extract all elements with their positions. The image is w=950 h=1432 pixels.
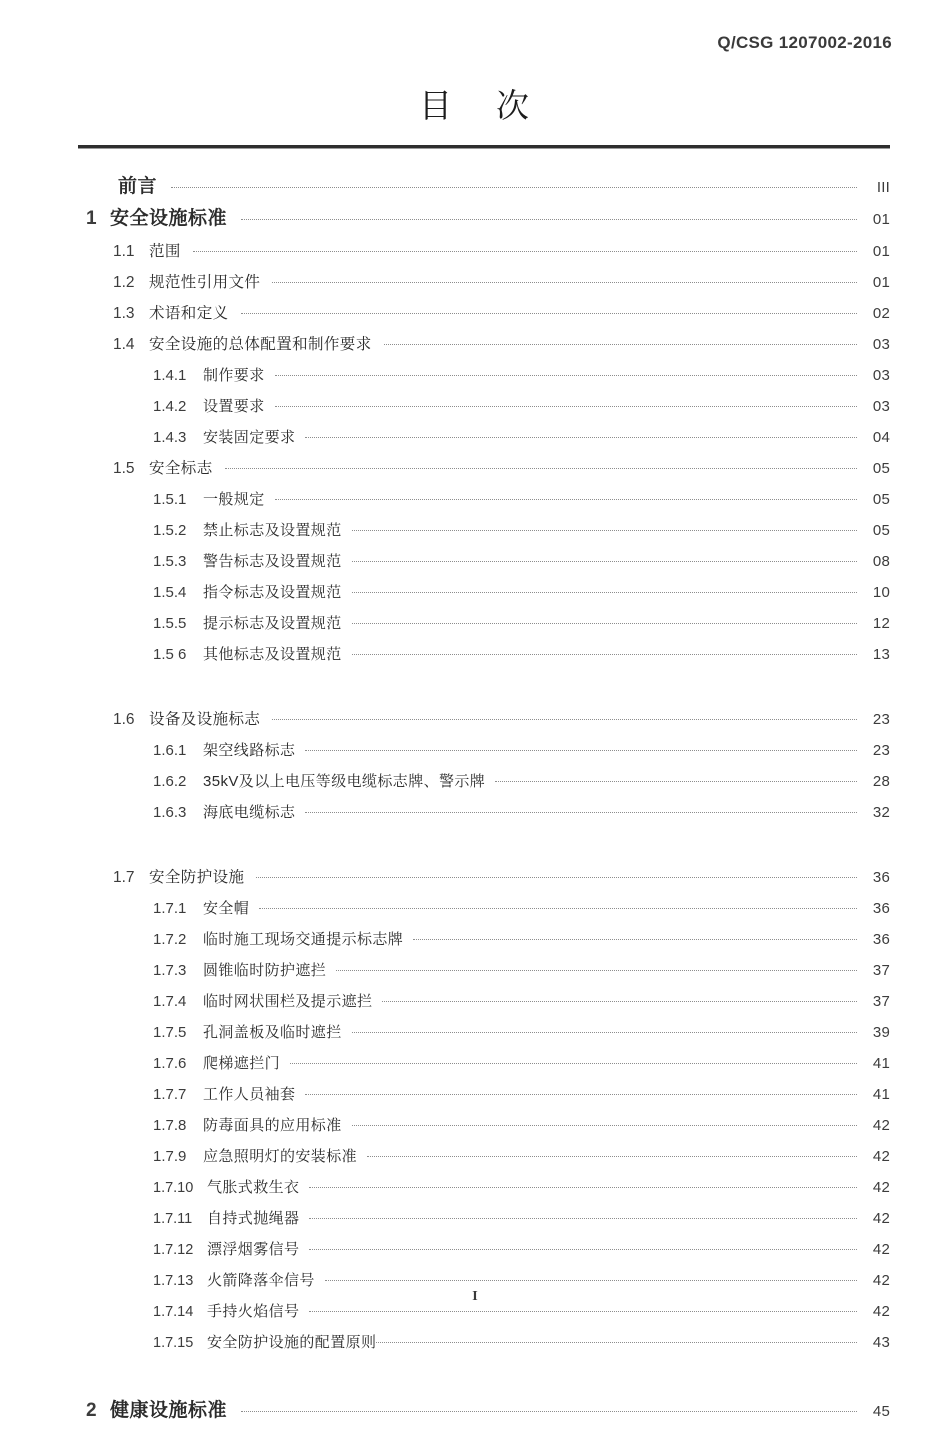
toc-entry-label: 自持式抛绳器 xyxy=(207,1210,300,1227)
toc-entry[interactable] xyxy=(78,208,890,240)
toc-entry-number: 1.1 xyxy=(113,243,135,260)
toc-dot-leader xyxy=(376,1331,857,1347)
toc-entry-number: 1.5.4 xyxy=(153,584,187,601)
toc-section-spacer xyxy=(78,1362,890,1400)
toc-entry-label: 设备及设施标志 xyxy=(149,711,261,728)
toc-dot-leader xyxy=(352,1114,857,1130)
toc-entry-label: 前言 xyxy=(118,176,158,197)
toc-entry[interactable] xyxy=(78,364,890,395)
toc-entry[interactable] xyxy=(78,1176,890,1207)
toc-entry[interactable] xyxy=(78,1114,890,1145)
toc-entry[interactable] xyxy=(78,1052,890,1083)
toc-entry-number: 1.7.12 xyxy=(153,1242,194,1258)
toc-entry-label: 气胀式救生衣 xyxy=(207,1179,300,1196)
toc-entry-label: 安全防护设施的配置原则 xyxy=(207,1334,377,1351)
toc-entry[interactable] xyxy=(78,395,890,426)
toc-dot-leader xyxy=(325,1269,857,1285)
toc-entry-number: 1.7.3 xyxy=(153,962,187,979)
toc-entry-page-number: 42 xyxy=(872,1117,890,1134)
toc-entry-label: 圆锥临时防护遮拦 xyxy=(203,962,327,979)
toc-entry-label: 一般规定 xyxy=(203,491,265,508)
toc-entry-label: 爬梯遮拦门 xyxy=(203,1055,281,1072)
toc-entry-page-number: 41 xyxy=(872,1086,890,1103)
toc-entry-number: 1.5.2 xyxy=(153,522,187,539)
toc-entry[interactable] xyxy=(78,897,890,928)
toc-entry-page-number: 42 xyxy=(872,1179,890,1196)
toc-entry-label: 应急照明灯的安装标准 xyxy=(203,1148,358,1165)
toc-entry-label: 临时施工现场交通提示标志牌 xyxy=(203,931,404,948)
toc-entry-label: 临时网状围栏及提示遮拦 xyxy=(203,993,373,1010)
toc-entry-page-number: 41 xyxy=(872,1055,890,1072)
toc-entry-label: 设置要求 xyxy=(203,398,265,415)
toc-entry-page-number: 42 xyxy=(872,1210,890,1227)
toc-section-spacer xyxy=(78,674,890,708)
toc-dot-leader xyxy=(305,801,857,817)
toc-dot-leader xyxy=(272,271,857,287)
toc-dot-leader xyxy=(336,959,857,975)
toc-entry-label: 制作要求 xyxy=(203,367,265,384)
toc-entry[interactable] xyxy=(78,708,890,739)
toc-entry-label: 警告标志及设置规范 xyxy=(203,553,342,570)
toc-entry-label: 健康设施标准 xyxy=(110,1400,228,1421)
toc-entry[interactable] xyxy=(78,457,890,488)
toc-dot-leader xyxy=(305,426,857,442)
toc-entry-label: 海底电缆标志 xyxy=(203,804,296,821)
toc-dot-leader xyxy=(241,1400,857,1416)
toc-entry-label: 35kV及以上电压等级电缆标志牌、警示牌 xyxy=(203,773,486,790)
toc-dot-leader xyxy=(241,302,857,318)
toc-dot-leader xyxy=(275,488,857,504)
toc-entry-number: 1.7.6 xyxy=(153,1055,187,1072)
toc-entry[interactable] xyxy=(78,581,890,612)
toc-dot-leader xyxy=(352,581,857,597)
toc-entry-page-number: 42 xyxy=(872,1241,890,1258)
toc-entry-number: 1.5 6 xyxy=(153,646,187,663)
toc-dot-leader xyxy=(241,208,857,224)
toc-entry[interactable] xyxy=(78,990,890,1021)
toc-entry-page-number: 08 xyxy=(872,553,890,570)
toc-entry-page-number: 03 xyxy=(872,336,890,353)
toc-entry-page-number: 12 xyxy=(872,615,890,632)
toc-entry-page-number: 36 xyxy=(872,900,890,917)
toc-entry-number: 1.6.3 xyxy=(153,804,187,821)
toc-dot-leader xyxy=(413,928,857,944)
toc-entry-page-number: III xyxy=(876,179,890,196)
toc-entry-number: 1.5.1 xyxy=(153,491,187,508)
toc-section-spacer xyxy=(78,832,890,866)
toc-entry-page-number: 36 xyxy=(872,931,890,948)
toc-entry-page-number: 42 xyxy=(872,1303,890,1320)
toc-entry-number: 1.2 xyxy=(113,274,135,291)
toc-dot-leader xyxy=(382,990,857,1006)
toc-entry-number: 1.7.9 xyxy=(153,1148,187,1165)
toc-entry-label: 安全标志 xyxy=(149,460,213,477)
toc-entry[interactable] xyxy=(78,1083,890,1114)
toc-entry-number: 1.7.2 xyxy=(153,931,187,948)
toc-dot-leader xyxy=(352,612,857,628)
toc-entry[interactable] xyxy=(78,333,890,364)
toc-entry-page-number: 43 xyxy=(872,1334,890,1351)
toc-entry-label: 禁止标志及设置规范 xyxy=(203,522,342,539)
toc-entry-page-number: 05 xyxy=(872,491,890,508)
toc-dot-leader xyxy=(305,1083,857,1099)
toc-dot-leader xyxy=(309,1207,857,1223)
toc-entry[interactable] xyxy=(78,271,890,302)
toc-dot-leader xyxy=(352,1021,857,1037)
toc-entry-page-number: 05 xyxy=(872,460,890,477)
toc-entry[interactable] xyxy=(78,519,890,550)
toc-dot-leader xyxy=(309,1238,857,1254)
toc-dot-leader xyxy=(256,866,857,882)
toc-entry-number: 1.7.4 xyxy=(153,993,187,1010)
toc-entry-number: 1.5.3 xyxy=(153,553,187,570)
toc-entry[interactable] xyxy=(78,302,890,333)
title-char-ci: 次 xyxy=(496,89,531,125)
toc-entry-page-number: 45 xyxy=(872,1403,890,1420)
toc-entry[interactable] xyxy=(78,550,890,581)
title-char-mu: 目 xyxy=(419,89,454,125)
toc-entry[interactable] xyxy=(78,612,890,643)
toc-entry-page-number: 10 xyxy=(872,584,890,601)
toc-entry-label: 规范性引用文件 xyxy=(149,274,261,291)
toc-entry[interactable] xyxy=(78,739,890,770)
toc-entry-label: 术语和定义 xyxy=(149,305,229,322)
toc-entry-page-number: 42 xyxy=(872,1272,890,1289)
title-divider xyxy=(78,145,890,149)
toc-dot-leader xyxy=(367,1145,857,1161)
toc-entry-number: 1.4.2 xyxy=(153,398,187,415)
toc-entry-number: 1.6.2 xyxy=(153,773,187,790)
toc-entry[interactable] xyxy=(78,1331,890,1362)
toc-dot-leader xyxy=(495,770,857,786)
toc-entry-page-number: 23 xyxy=(872,742,890,759)
toc-entry[interactable] xyxy=(78,801,890,832)
toc-dot-leader xyxy=(384,333,857,349)
document-code: Q/CSG 1207002-2016 xyxy=(717,33,892,52)
toc-entry[interactable] xyxy=(78,866,890,897)
toc-dot-leader xyxy=(352,643,857,659)
toc-dot-leader xyxy=(275,364,857,380)
toc-entry-label: 火箭降落伞信号 xyxy=(207,1272,315,1289)
toc-entry[interactable] xyxy=(78,176,890,208)
toc-entry[interactable] xyxy=(78,643,890,674)
toc-entry-page-number: 03 xyxy=(872,367,890,384)
toc-entry[interactable] xyxy=(78,488,890,519)
toc-entry-page-number: 37 xyxy=(872,962,890,979)
toc-entry-label: 架空线路标志 xyxy=(203,742,296,759)
toc-entry-label: 孔洞盖板及临时遮拦 xyxy=(203,1024,342,1041)
toc-dot-leader xyxy=(309,1176,857,1192)
toc-entry-number: 1.7.15 xyxy=(153,1335,194,1351)
toc-entry-number: 1.7.14 xyxy=(153,1304,194,1320)
page-folio: I xyxy=(472,1289,478,1304)
toc-dot-leader xyxy=(352,519,857,535)
toc-dot-leader xyxy=(290,1052,857,1068)
toc-entry-page-number: 01 xyxy=(872,243,890,260)
toc-entry-page-number: 01 xyxy=(872,274,890,291)
toc-entry-page-number: 39 xyxy=(872,1024,890,1041)
toc-entry[interactable] xyxy=(78,1021,890,1052)
toc-dot-leader xyxy=(193,240,857,256)
toc-entry-label: 提示标志及设置规范 xyxy=(203,615,342,632)
toc-entry-number: 1.7 xyxy=(113,869,135,886)
toc-entry-number: 1.7.13 xyxy=(153,1273,194,1289)
toc-entry-label: 指令标志及设置规范 xyxy=(203,584,342,601)
toc-entry-label: 漂浮烟雾信号 xyxy=(207,1241,300,1258)
toc-entry[interactable] xyxy=(78,1145,890,1176)
toc-dot-leader xyxy=(272,708,857,724)
page-title xyxy=(0,80,950,127)
toc-entry-page-number: 28 xyxy=(872,773,890,790)
toc-entry-number: 1.3 xyxy=(113,305,135,322)
toc-entry-number: 1.6 xyxy=(113,711,135,728)
toc-entry[interactable] xyxy=(78,1400,890,1432)
toc-entry-label: 工作人员袖套 xyxy=(203,1086,296,1103)
toc-entry-page-number: 37 xyxy=(872,993,890,1010)
toc-entry[interactable] xyxy=(78,770,890,801)
toc-entry-label: 安全设施标准 xyxy=(110,208,228,229)
toc-entry-label: 安装固定要求 xyxy=(203,429,296,446)
toc-entry-number: 1.7.7 xyxy=(153,1086,187,1103)
toc-entry-number: 1.7.8 xyxy=(153,1117,187,1134)
toc-entry-label: 安全设施的总体配置和制作要求 xyxy=(149,336,372,353)
toc-dot-leader xyxy=(225,457,857,473)
toc-entry-number: 1.5 xyxy=(113,460,135,477)
toc-entry-number: 1.7.5 xyxy=(153,1024,187,1041)
toc-entry-label: 其他标志及设置规范 xyxy=(203,646,342,663)
toc-entry-page-number: 01 xyxy=(872,211,890,228)
toc-entry-page-number: 02 xyxy=(872,305,890,322)
toc-entry[interactable] xyxy=(78,1207,890,1238)
toc-entry[interactable] xyxy=(78,1238,890,1269)
toc-entry-label: 安全帽 xyxy=(203,900,250,917)
table-of-contents xyxy=(78,176,890,1432)
toc-entry-label: 范围 xyxy=(149,243,181,260)
toc-entry-page-number: 04 xyxy=(872,429,890,446)
toc-entry-page-number: 13 xyxy=(872,646,890,663)
toc-entry-label: 安全防护设施 xyxy=(149,869,245,886)
toc-entry-number: 1.7.11 xyxy=(153,1211,193,1227)
toc-entry-label: 手持火焰信号 xyxy=(207,1303,300,1320)
toc-dot-leader xyxy=(275,395,857,411)
toc-entry[interactable] xyxy=(78,426,890,457)
toc-entry-page-number: 03 xyxy=(872,398,890,415)
toc-dot-leader xyxy=(259,897,857,913)
toc-entry-number: 1.7.10 xyxy=(153,1180,194,1196)
toc-entry-number: 1 xyxy=(86,208,97,229)
toc-entry[interactable] xyxy=(78,928,890,959)
toc-entry-page-number: 32 xyxy=(872,804,890,821)
toc-entry[interactable] xyxy=(78,240,890,271)
toc-dot-leader xyxy=(171,176,857,192)
toc-entry[interactable] xyxy=(78,959,890,990)
toc-dot-leader xyxy=(305,739,857,755)
toc-entry-number: 1.4.3 xyxy=(153,429,187,446)
toc-dot-leader xyxy=(352,550,857,566)
toc-entry-page-number: 05 xyxy=(872,522,890,539)
toc-entry-label: 防毒面具的应用标准 xyxy=(203,1117,342,1134)
toc-entry-page-number: 23 xyxy=(872,711,890,728)
toc-entry-page-number: 36 xyxy=(872,869,890,886)
toc-entry-number: 1.7.1 xyxy=(153,900,187,917)
toc-entry-number: 1.4 xyxy=(113,336,135,353)
toc-entry-number: 1.4.1 xyxy=(153,367,187,384)
toc-entry-number: 2 xyxy=(86,1400,97,1421)
toc-entry-number: 1.5.5 xyxy=(153,615,187,632)
toc-entry-page-number: 42 xyxy=(872,1148,890,1165)
toc-entry-number: 1.6.1 xyxy=(153,742,187,759)
